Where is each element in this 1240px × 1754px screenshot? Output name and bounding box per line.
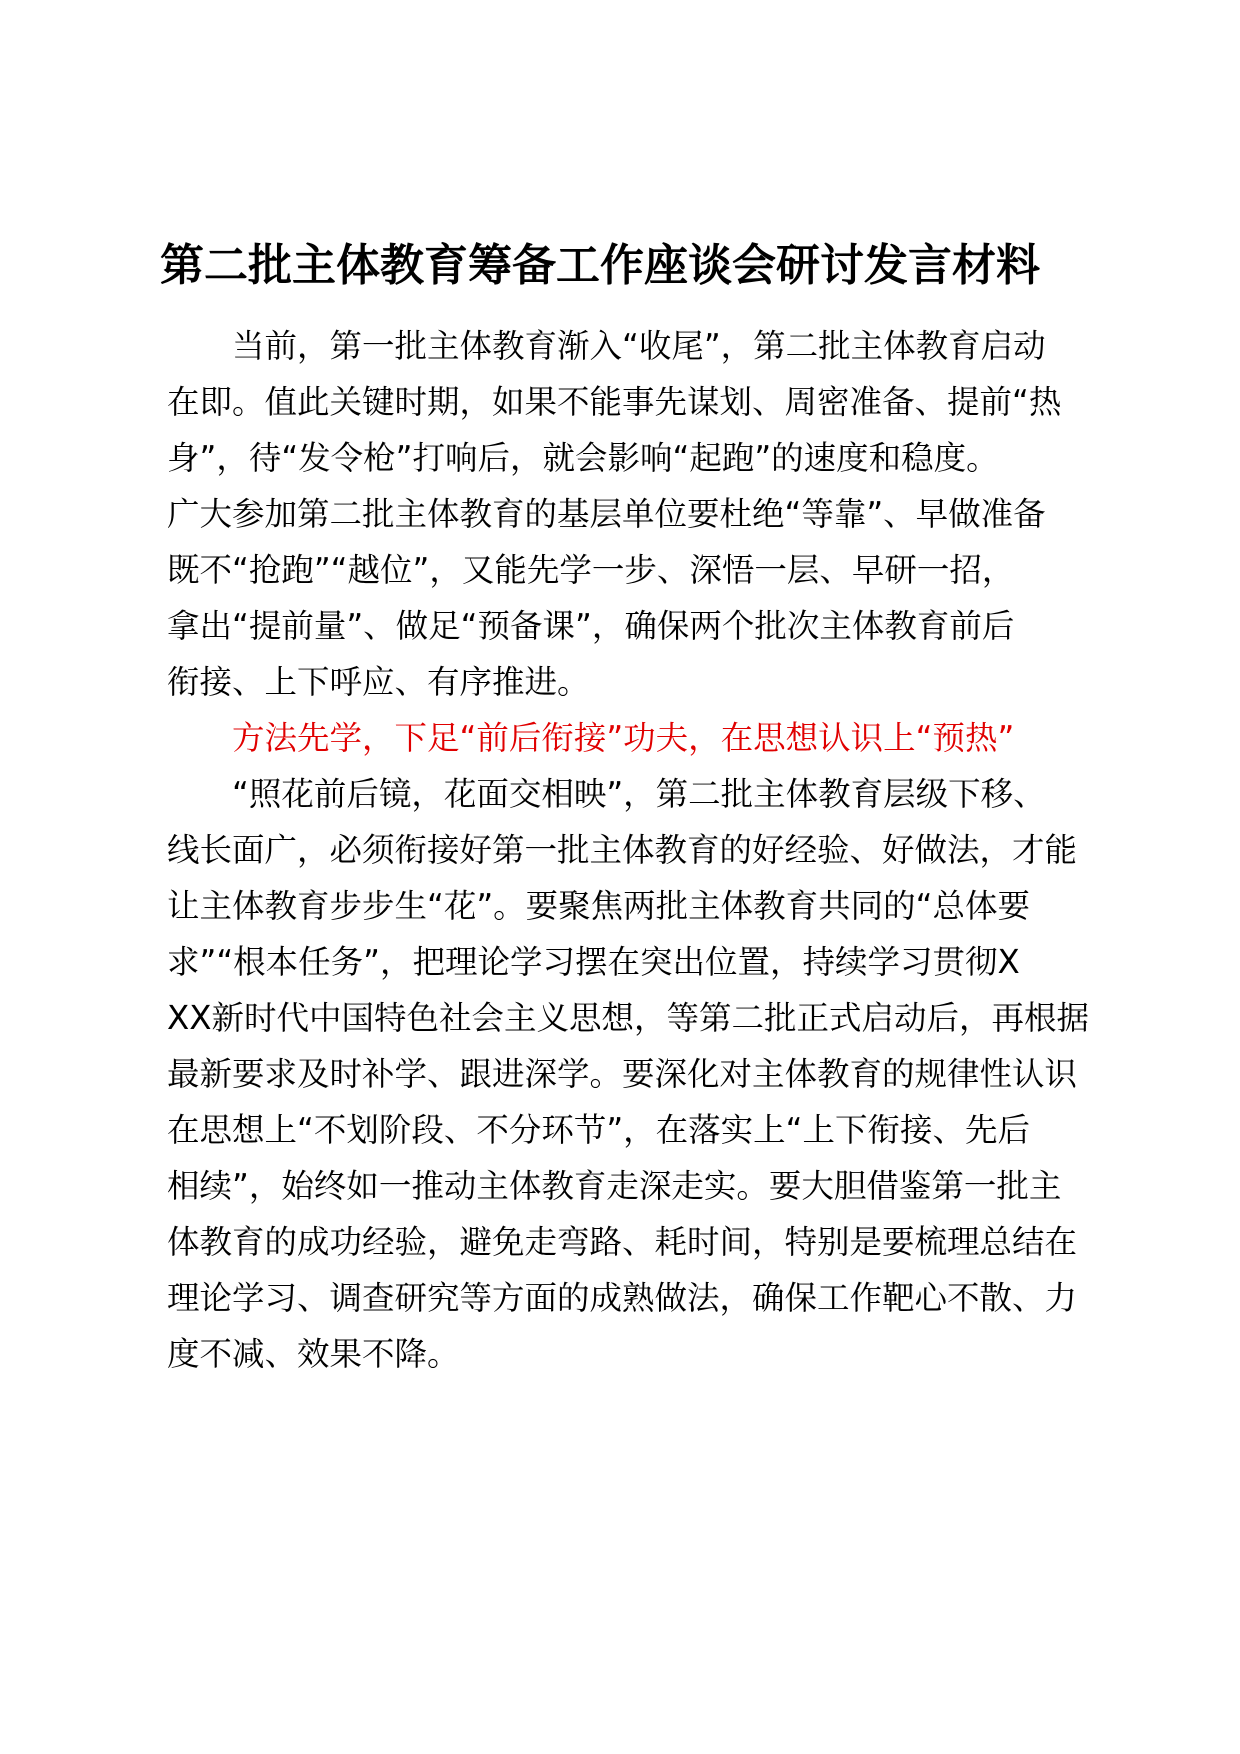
paragraph-line: 让主体教育步步生“花”。要聚焦两批主体教育共同的“总体要 (167, 887, 1031, 925)
document-title: 第二批主体教育筹备工作座谈会研讨发言材料 (160, 240, 1040, 291)
paragraph-line: 衔接、上下呼应、有序推进。 (167, 663, 590, 701)
paragraph-line: 身”，待“发令枪”打响后，就会影响“起跑”的速度和稳度。 (167, 439, 999, 477)
paragraph-line: 拿出“提前量”、做足“预备课”，确保两个批次主体教育前后 (167, 607, 1015, 645)
paragraph-line: 最新要求及时补学、跟进深学。要深化对主体教育的规律性认识 (167, 1055, 1078, 1093)
paragraph-line: 求”“根本任务”，把理论学习摆在突出位置，持续学习贯彻X (167, 943, 1020, 981)
paragraph-line: 相续”，始终如一推动主体教育走深走实。要大胆借鉴第一批主 (167, 1167, 1062, 1205)
paragraph-line: 在即。值此关键时期，如果不能事先谋划、周密准备、提前“热 (167, 383, 1062, 421)
paragraph-line: XX新时代中国特色社会主义思想，等第二批正式启动后，再根据 (167, 999, 1090, 1037)
paragraph-line: 广大参加第二批主体教育的基层单位要杜绝“等靠”、早做准备 (167, 495, 1046, 533)
paragraph-line: 度不减、效果不降。 (167, 1335, 460, 1373)
section-heading: 方法先学，下足“前后衔接”功夫，在思想认识上“预热” (167, 719, 1015, 757)
paragraph-line: 当前，第一批主体教育渐入“收尾”，第二批主体教育启动 (167, 327, 1046, 365)
paragraph-line: 既不“抢跑”“越位”，又能先学一步、深悟一层、早研一招， (167, 551, 1015, 589)
paragraph-line: 线长面广，必须衔接好第一批主体教育的好经验、好做法，才能 (167, 831, 1078, 869)
paragraph-line: 理论学习、调查研究等方面的成熟做法，确保工作靶心不散、力 (167, 1279, 1078, 1317)
paragraph-line: “照花前后镜，花面交相映”，第二批主体教育层级下移、 (167, 775, 1046, 813)
paragraph-line: 体教育的成功经验，避免走弯路、耗时间，特别是要梳理总结在 (167, 1223, 1078, 1261)
paragraph-line: 在思想上“不划阶段、不分环节”，在落实上“上下衔接、先后 (167, 1111, 1031, 1149)
